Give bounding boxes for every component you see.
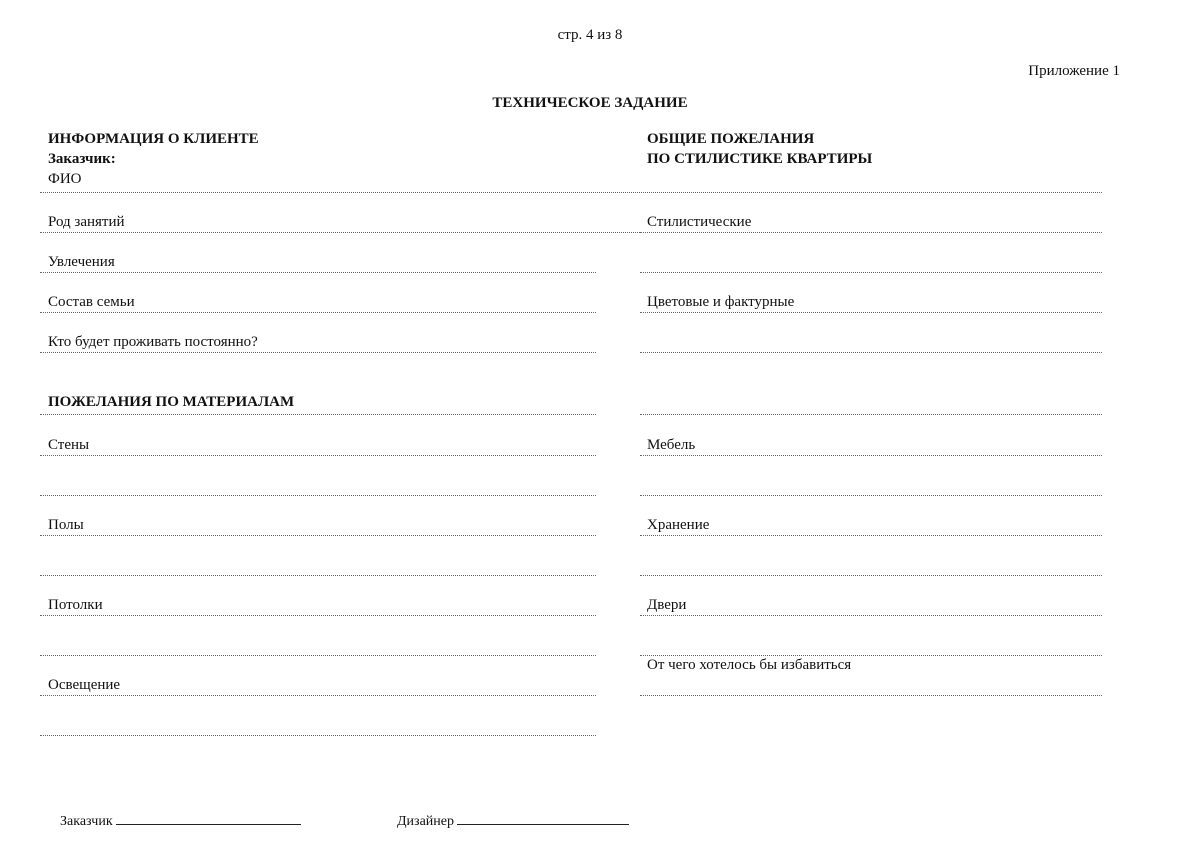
residents-label: Кто будет проживать постоянно? — [48, 334, 258, 350]
designer-signature-label: Дизайнер — [397, 814, 454, 829]
designer-signature-line[interactable] — [457, 824, 629, 825]
designer-signature — [397, 814, 629, 830]
family-line[interactable] — [40, 312, 596, 313]
customer-label: Заказчик: — [48, 151, 116, 167]
family-label: Состав семьи — [48, 294, 135, 310]
document-title: ТЕХНИЧЕСКОЕ ЗАДАНИЕ — [492, 95, 688, 111]
materials-heading-line — [40, 414, 596, 415]
fio-line[interactable] — [40, 192, 1102, 193]
furniture-label: Мебель — [647, 437, 696, 453]
style-wishes-heading-line1: ОБЩИЕ ПОЖЕЛАНИЯ — [647, 131, 815, 147]
customer-signature — [60, 814, 301, 830]
color-texture-line-2[interactable] — [640, 352, 1102, 353]
walls-line-2[interactable] — [40, 495, 596, 496]
customer-signature-label: Заказчик — [60, 814, 113, 829]
walls-label: Стены — [48, 437, 90, 453]
floors-line-2[interactable] — [40, 575, 596, 576]
hobbies-label: Увлечения — [48, 254, 115, 270]
color-texture-line[interactable] — [640, 312, 1102, 313]
occupation-line[interactable] — [40, 232, 640, 233]
walls-line[interactable] — [40, 455, 596, 456]
lighting-line[interactable] — [40, 695, 596, 696]
storage-line[interactable] — [640, 535, 1102, 536]
doors-line-2[interactable] — [640, 655, 1102, 656]
color-texture-label: Цветовые и фактурные — [647, 294, 795, 310]
client-info-heading: ИНФОРМАЦИЯ О КЛИЕНТЕ — [48, 131, 259, 147]
storage-label: Хранение — [647, 517, 710, 533]
occupation-label: Род занятий — [48, 214, 125, 230]
storage-line-2[interactable] — [640, 575, 1102, 576]
materials-heading: ПОЖЕЛАНИЯ ПО МАТЕРИАЛАМ — [48, 394, 295, 410]
doors-label: Двери — [647, 597, 687, 613]
residents-line[interactable] — [40, 352, 596, 353]
fio-label: ФИО — [48, 171, 82, 187]
page-number: стр. 4 из 8 — [557, 27, 623, 43]
style-wishes-heading-line2: ПО СТИЛИСТИКЕ КВАРТИРЫ — [647, 151, 873, 167]
stylistic-line-2[interactable] — [640, 272, 1102, 273]
furniture-line-2[interactable] — [640, 495, 1102, 496]
stylistic-label: Стилистические — [647, 214, 752, 230]
lighting-label: Освещение — [48, 677, 121, 693]
hobbies-line[interactable] — [40, 272, 596, 273]
get-rid-of-line[interactable] — [640, 695, 1102, 696]
stylistic-line[interactable] — [640, 232, 1102, 233]
get-rid-of-label: От чего хотелось бы избавиться — [647, 657, 852, 673]
lighting-line-2[interactable] — [40, 735, 596, 736]
ceilings-line[interactable] — [40, 615, 596, 616]
floors-line[interactable] — [40, 535, 596, 536]
color-texture-line-3[interactable] — [640, 414, 1102, 415]
furniture-line[interactable] — [640, 455, 1102, 456]
doors-line[interactable] — [640, 615, 1102, 616]
ceilings-label: Потолки — [48, 597, 103, 613]
customer-signature-line[interactable] — [116, 824, 301, 825]
ceilings-line-2[interactable] — [40, 655, 596, 656]
appendix-label: Приложение 1 — [1028, 63, 1120, 79]
floors-label: Полы — [48, 517, 84, 533]
